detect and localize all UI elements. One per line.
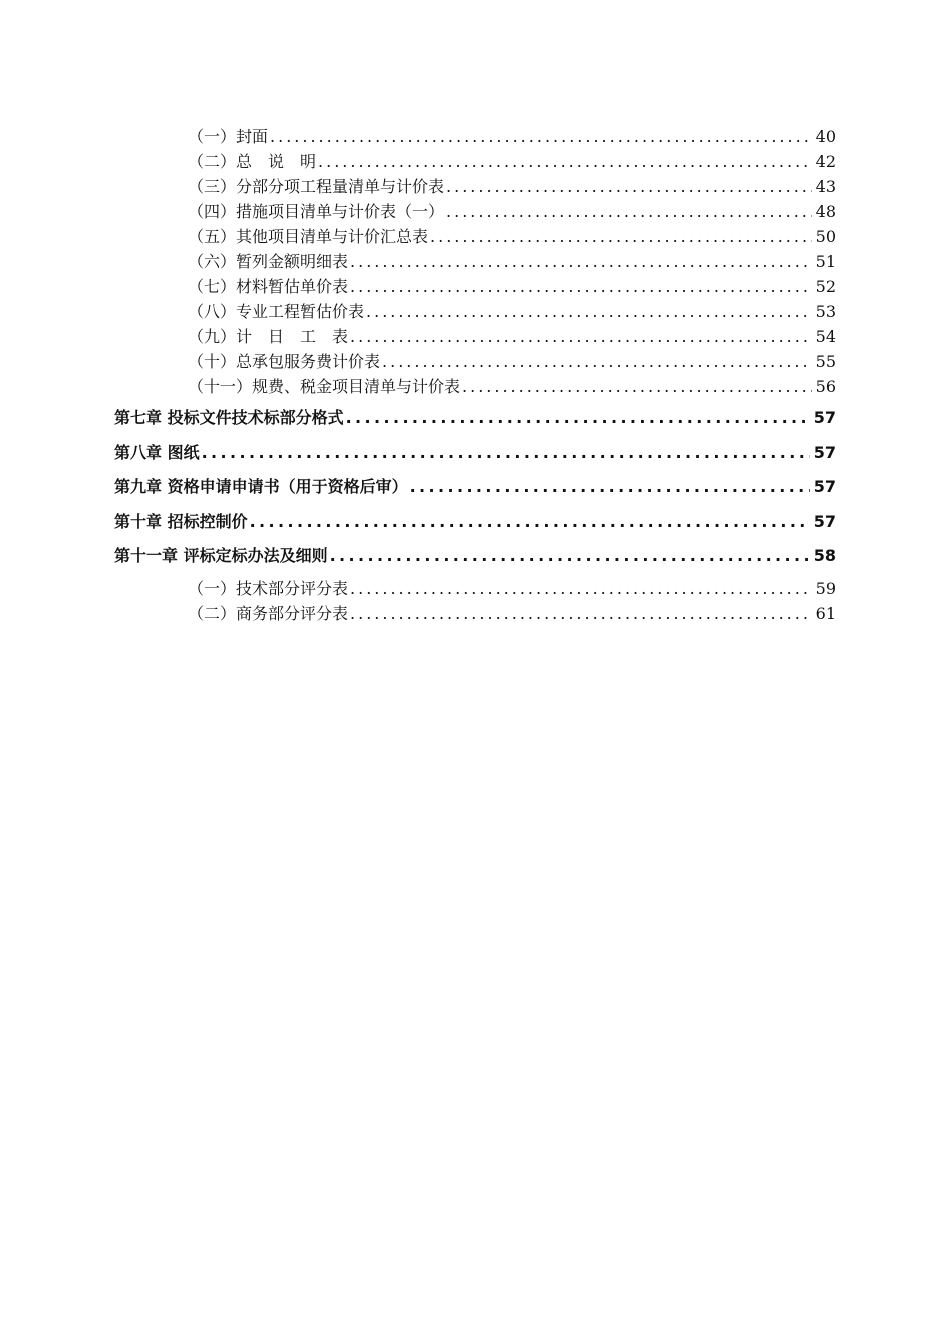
toc-entry-page: 42 [815, 152, 836, 171]
toc-entry-page: 59 [815, 578, 836, 598]
toc-entry[interactable] [0, 124, 950, 149]
toc-chapter-entry[interactable] [0, 539, 950, 574]
toc-entry-label: 第十章 招标控制价 [114, 511, 248, 531]
toc-entry-label: 第七章 投标文件技术标部分格式 [114, 408, 344, 427]
toc-entry-label: （八）专业工程暂估价表 [188, 302, 365, 321]
dot-leader [250, 505, 810, 540]
dot-leader [446, 174, 812, 199]
dot-leader [350, 249, 812, 274]
toc-entry-page: 61 [815, 603, 836, 623]
toc-entry-label: 第十一章 评标定标办法及细则 [114, 546, 328, 565]
toc-entry-label: （六）暂列金额明细表 [188, 252, 349, 271]
toc-entry-label: （九）计 日 工 表 [188, 327, 349, 346]
dot-leader [202, 436, 810, 471]
dot-leader [350, 324, 812, 349]
toc-entry-label: 第九章 资格申请申请书（用于资格后审） [114, 477, 408, 496]
toc-entry-label: （十）总承包服务费计价表 [188, 352, 381, 371]
dot-leader [346, 401, 810, 436]
toc-entry-page: 52 [815, 277, 836, 296]
dot-leader [410, 470, 810, 505]
toc-entry-page: 40 [815, 127, 836, 146]
dot-leader [270, 124, 812, 149]
toc-entry-page: 53 [815, 302, 836, 321]
toc-entry-label: （一）技术部分评分表 [188, 578, 349, 598]
toc-entry[interactable] [0, 576, 950, 601]
toc-entry[interactable] [0, 199, 950, 224]
toc-chapter-entry[interactable] [0, 436, 950, 471]
toc-entry-label: （三）分部分项工程量清单与计价表 [188, 177, 445, 196]
dot-leader [318, 149, 812, 174]
toc-entry[interactable] [0, 374, 950, 399]
toc-entry-label: 第八章 图纸 [114, 442, 200, 462]
dot-leader [366, 299, 812, 324]
dot-leader [462, 374, 812, 399]
toc-entry-page: 57 [813, 442, 836, 462]
toc-entry-page: 58 [813, 546, 836, 565]
toc-entry-page: 54 [815, 327, 836, 346]
toc-entry[interactable] [0, 224, 950, 249]
dot-leader [430, 224, 812, 249]
dot-leader [350, 576, 812, 601]
toc-entry-page: 57 [813, 408, 836, 427]
toc-entry-label: （五）其他项目清单与计价汇总表 [188, 227, 429, 246]
toc-entry-page: 57 [813, 511, 836, 531]
toc-entry[interactable] [0, 324, 950, 349]
toc-entry-page: 57 [813, 477, 836, 496]
toc-entry-page: 50 [815, 227, 836, 246]
toc-entry-page: 43 [815, 177, 836, 196]
toc-entry-page: 48 [815, 202, 836, 221]
toc-entry-label: （七）材料暂估单价表 [188, 277, 349, 296]
toc-entry-page: 55 [815, 352, 836, 371]
toc-entry[interactable] [0, 149, 950, 174]
dot-leader [350, 601, 812, 626]
table-of-contents [0, 124, 950, 626]
dot-leader [446, 199, 812, 224]
toc-chapter-entry[interactable] [0, 401, 950, 436]
toc-entry[interactable] [0, 349, 950, 374]
toc-entry[interactable] [0, 299, 950, 324]
toc-entry[interactable] [0, 601, 950, 626]
dot-leader [330, 539, 810, 574]
toc-chapter-entry[interactable] [0, 505, 950, 540]
toc-entry[interactable] [0, 274, 950, 299]
toc-entry-label: （四）措施项目清单与计价表（一） [188, 202, 445, 221]
toc-entry[interactable] [0, 249, 950, 274]
toc-entry-page: 56 [815, 377, 836, 396]
toc-entry-label: （二）总 说 明 [188, 152, 317, 171]
toc-chapter-entry[interactable] [0, 470, 950, 505]
toc-entry-label: （一）封面 [188, 127, 269, 146]
toc-entry-label: （十一）规费、税金项目清单与计价表 [188, 377, 461, 396]
dot-leader [382, 349, 812, 374]
toc-entry-label: （二）商务部分评分表 [188, 603, 349, 623]
dot-leader [350, 274, 812, 299]
toc-entry-page: 51 [815, 252, 836, 271]
toc-entry[interactable] [0, 174, 950, 199]
